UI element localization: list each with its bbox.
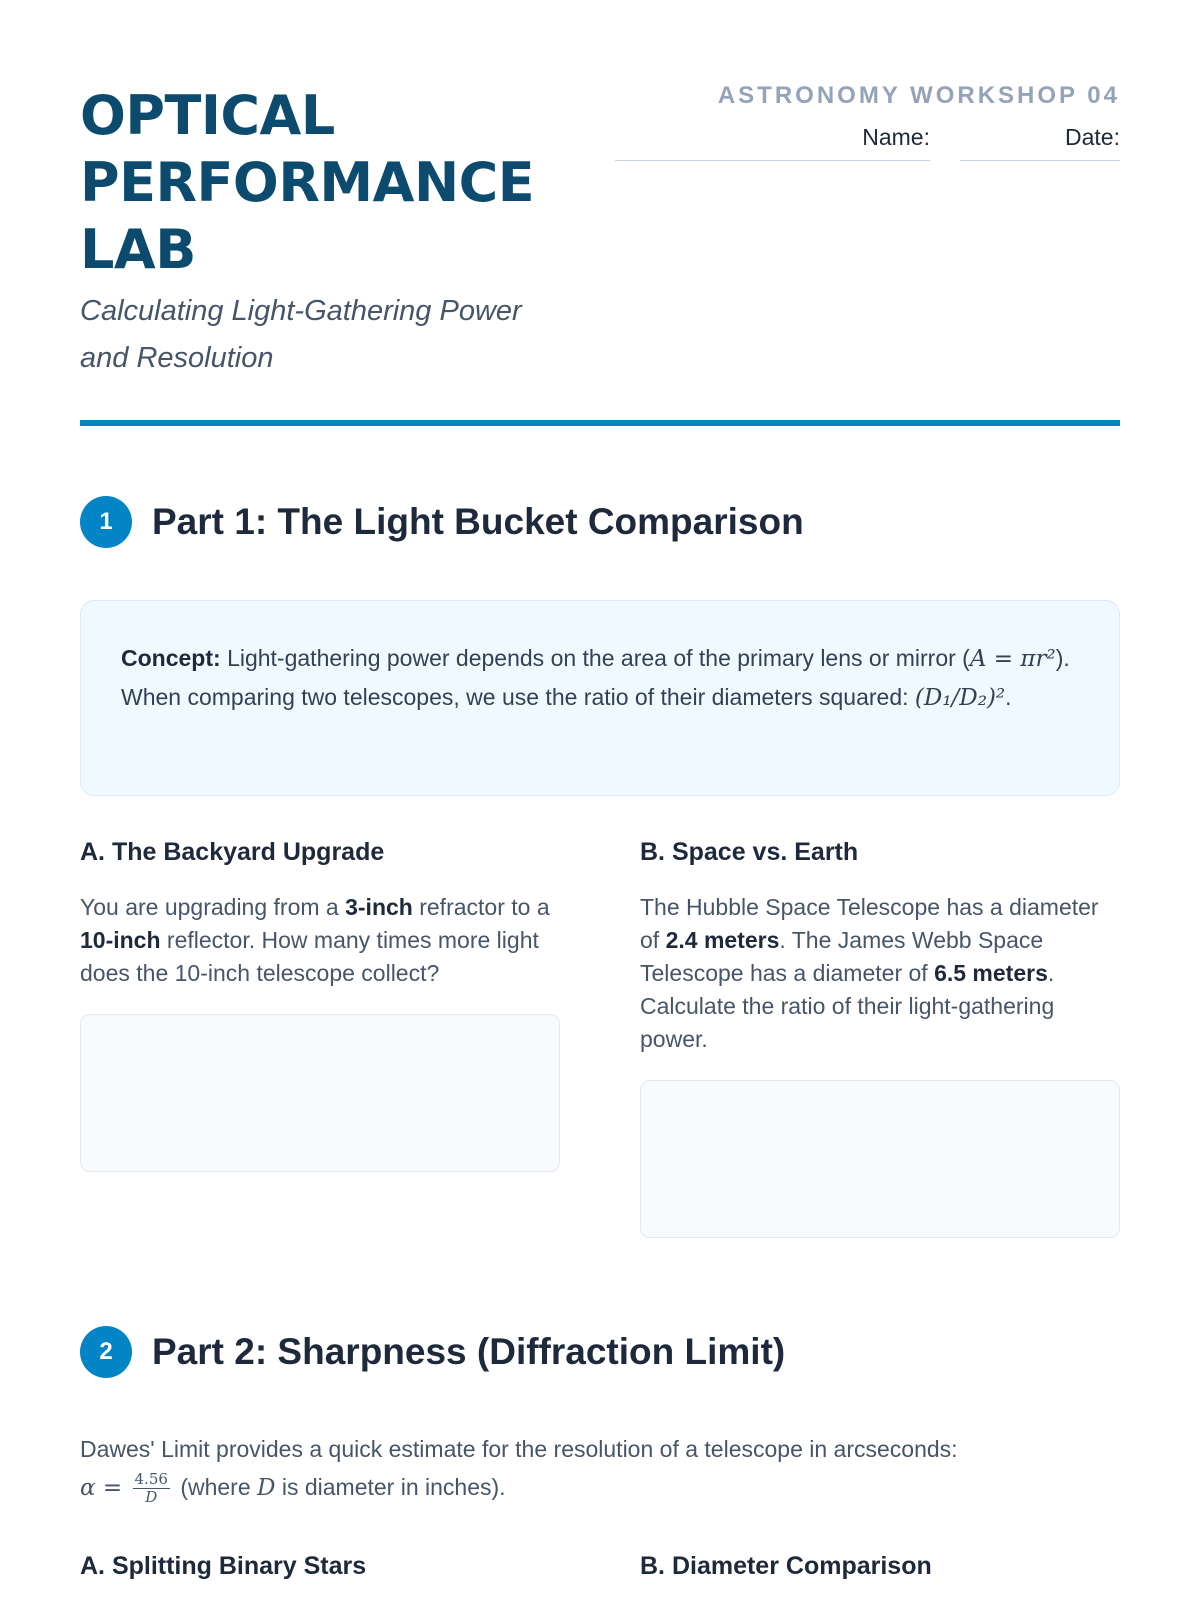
section-number-badge: 2 — [80, 1326, 132, 1378]
concept-text: ). When comparing two telescopes, we use the ratio of their diameters squared: — [121, 645, 1070, 710]
fraction-numerator: 4.56 — [134, 1470, 168, 1489]
text-run: . Calculate the ratio of their light-gathering power. — [640, 960, 1055, 1052]
concept-text: Light-gathering power depends on the area of the primary lens or mirror ( — [227, 645, 970, 671]
concept-text: . — [1005, 684, 1012, 710]
note-text: (where — [180, 1474, 258, 1500]
subtitle-line: and Resolution — [80, 342, 274, 374]
concept-box — [80, 600, 1120, 796]
name-label: Name: — [862, 124, 930, 150]
question-1b — [640, 838, 1120, 1238]
variable-d: D — [257, 1475, 276, 1501]
date-label: Date: — [1065, 124, 1120, 150]
note-text: is diameter in inches). — [275, 1474, 506, 1500]
emphasis: 6.5 meters — [934, 960, 1048, 986]
formula-lhs: α = — [80, 1475, 123, 1501]
subtitle-line: Calculating Light-Gathering Power — [80, 295, 522, 327]
question-text — [640, 891, 1120, 1056]
name-field[interactable] — [615, 124, 930, 161]
emphasis: 2.4 meters — [665, 927, 780, 953]
area-formula: A = πr² — [969, 646, 1056, 672]
intro-text: Dawes' Limit provides a quick estimate for the resolution of a telescope in arcseconds: — [80, 1436, 958, 1462]
title-line: OPTICAL — [80, 84, 335, 147]
page-title — [80, 82, 620, 283]
text-run: The Hubble Space Telescope has a diameter of — [640, 894, 1099, 953]
section-number-badge: 1 — [80, 496, 132, 548]
workshop-label: ASTRONOMY WORKSHOP 04 — [717, 82, 1120, 109]
header-divider — [80, 420, 1120, 426]
question-title: A. The Backyard Upgrade — [80, 838, 385, 866]
text-run: reflector. How many times more light does the 10-inch telescope collect? — [80, 927, 539, 986]
question-title: B. Space vs. Earth — [640, 838, 859, 866]
answer-box[interactable] — [640, 1080, 1120, 1238]
ratio-formula: (D₁/D₂)² — [914, 685, 1006, 711]
formula-fraction — [133, 1471, 170, 1506]
title-line: LAB — [80, 218, 196, 281]
dawes-limit-intro — [80, 1430, 1120, 1507]
dawes-formula-line — [80, 1468, 1120, 1507]
fraction-denominator: D — [145, 1488, 158, 1507]
text-run: You are upgrading from a — [80, 894, 346, 920]
emphasis: 3-inch — [345, 894, 413, 920]
question-text — [80, 891, 560, 990]
part2-heading — [80, 1326, 785, 1378]
text-run: refractor to a — [412, 894, 550, 920]
answer-box[interactable] — [80, 1014, 560, 1172]
text-run: . The James Webb Space Telescope has a diameter of — [640, 927, 1044, 986]
question-2b-title: B. Diameter Comparison — [640, 1552, 932, 1580]
title-line: PERFORMANCE — [80, 151, 535, 214]
emphasis: 10-inch — [80, 927, 161, 953]
part1-heading — [80, 496, 804, 548]
question-2a-title: A. Splitting Binary Stars — [80, 1552, 367, 1580]
date-field[interactable] — [960, 124, 1120, 161]
page-subtitle — [80, 288, 600, 382]
section-title: Part 1: The Light Bucket Comparison — [152, 501, 804, 542]
concept-label: Concept: — [121, 645, 221, 671]
section-title: Part 2: Sharpness (Diffraction Limit) — [152, 1331, 786, 1372]
question-1a — [80, 838, 560, 1172]
worksheet-page — [80, 0, 1120, 1600]
